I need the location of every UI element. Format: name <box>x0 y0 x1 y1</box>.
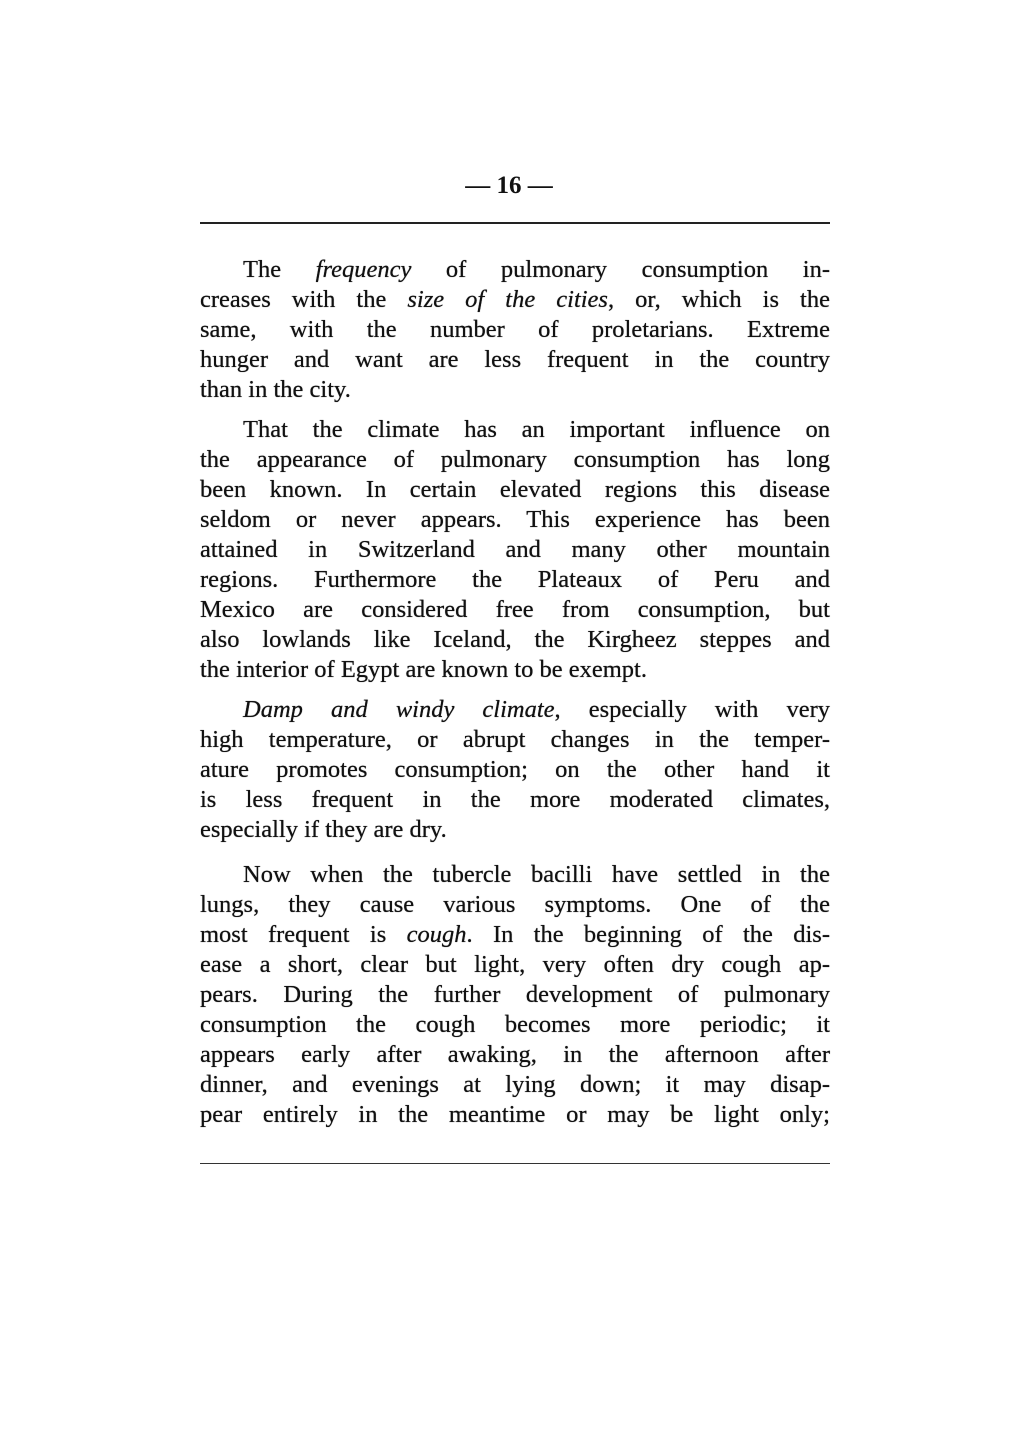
text-segment: been known. In certain elevated regions this disease <box>200 476 830 503</box>
text-segment: Mexico are considered free from consumption, but <box>200 596 830 623</box>
text-segment: ease a short, clear but light, very often dry cough ap- <box>200 951 830 978</box>
text-segment: That the climate has an important influence on <box>243 416 830 443</box>
page-number: — 16 — <box>465 172 553 199</box>
text-segment: appears early after awaking, in the afternoon after <box>200 1041 830 1068</box>
emphasis-text: Damp and windy climate <box>243 696 555 723</box>
header-rule <box>200 222 830 224</box>
paragraph <box>200 415 830 685</box>
text-line <box>200 1100 830 1130</box>
text-segment: most frequent is <box>200 921 407 948</box>
text-line <box>200 1010 830 1040</box>
text-segment: hunger and want are less frequent in the country <box>200 346 830 373</box>
text-line <box>200 755 830 785</box>
text-line <box>200 285 830 315</box>
paragraph <box>200 255 830 405</box>
text-segment: attained in Switzerland and many other mountain <box>200 536 830 563</box>
text-line <box>200 920 830 950</box>
text-line <box>200 785 830 815</box>
text-line <box>200 595 830 625</box>
text-line <box>200 445 830 475</box>
text-line <box>200 890 830 920</box>
text-segment: , especially with very <box>554 696 830 723</box>
text-line <box>200 535 830 565</box>
footer-rule <box>200 1163 830 1164</box>
text-line <box>200 695 830 725</box>
text-segment: especially if they are dry. <box>200 816 447 843</box>
text-segment: creases with the <box>200 286 408 313</box>
text-segment: the interior of Egypt are known to be exempt. <box>200 656 647 683</box>
text-segment: of pulmonary consumption in- <box>411 256 830 283</box>
text-segment: also lowlands like Iceland, the Kirgheez steppes and <box>200 626 830 653</box>
emphasis-text: cough <box>406 921 467 948</box>
text-segment: pear entirely in the meantime or may be light only; <box>200 1101 830 1128</box>
text-segment: lungs, they cause various symptoms. One of the <box>200 891 830 918</box>
text-line <box>200 625 830 655</box>
page-body <box>200 255 830 1130</box>
text-line <box>200 655 830 685</box>
text-segment: regions. Furthermore the Plateaux of Peru and <box>200 566 830 593</box>
paragraph <box>200 695 830 845</box>
text-line <box>200 505 830 535</box>
text-line <box>200 475 830 505</box>
text-line <box>200 860 830 890</box>
text-line <box>200 375 830 405</box>
text-segment: than in the city. <box>200 376 351 403</box>
text-segment: is less frequent in the more moderated climates, <box>200 786 830 813</box>
text-segment: , or, which is the <box>607 286 830 313</box>
paragraph <box>200 860 830 1130</box>
text-line <box>200 1070 830 1100</box>
text-segment: dinner, and evenings at lying down; it may disap- <box>200 1071 830 1098</box>
text-line <box>200 255 830 285</box>
emphasis-text: frequency <box>315 256 412 283</box>
text-segment: pears. During the further development of pulmonary <box>200 981 830 1008</box>
emphasis-text: size of the cities <box>407 286 608 313</box>
text-segment: seldom or never appears. This experience has been <box>200 506 830 533</box>
text-line <box>200 950 830 980</box>
text-line <box>200 1040 830 1070</box>
text-line <box>200 815 830 845</box>
text-segment: the appearance of pulmonary consumption has long <box>200 446 830 473</box>
text-segment: Now when the tubercle bacilli have settled in the <box>243 861 830 888</box>
text-line <box>200 725 830 755</box>
text-line <box>200 345 830 375</box>
text-line <box>200 315 830 345</box>
text-line <box>200 565 830 595</box>
text-segment: ature promotes consumption; on the other hand it <box>200 756 830 783</box>
text-line <box>200 415 830 445</box>
text-segment: . In the beginning of the dis- <box>466 921 830 948</box>
text-segment: The <box>243 256 316 283</box>
text-segment: same, with the number of proletarians. Extreme <box>200 316 830 343</box>
text-segment: consumption the cough becomes more periodic; it <box>200 1011 830 1038</box>
text-line <box>200 980 830 1010</box>
text-segment: high temperature, or abrupt changes in the temper- <box>200 726 830 753</box>
